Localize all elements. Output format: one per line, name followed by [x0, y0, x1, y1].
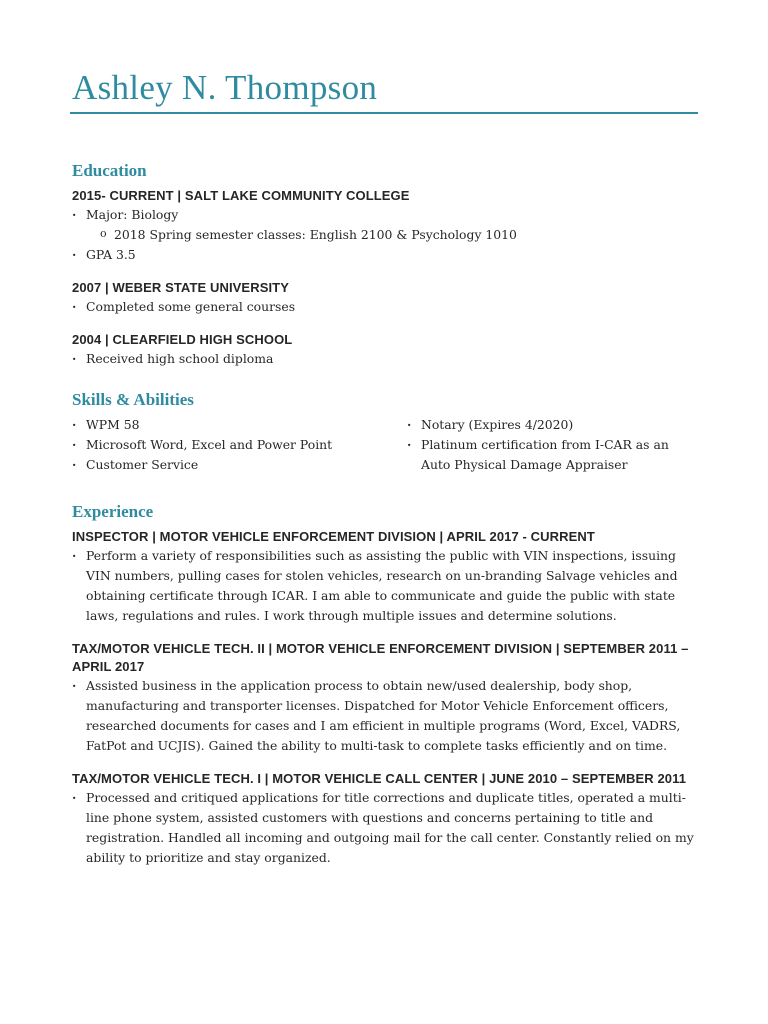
list-item: · Notary (Expires 4/2020) — [407, 415, 697, 435]
education-heading-clearfield: 2004 | CLEARFIELD HIGH SCHOOL — [72, 332, 293, 347]
list-item: · Customer Service — [72, 455, 407, 475]
job-list-tech-ii — [72, 676, 702, 756]
education-heading-weber: 2007 | WEBER STATE UNIVERSITY — [72, 280, 289, 295]
experience-title: Experience — [72, 502, 154, 521]
list-item: o 2018 Spring semester classes: English 2100 & Psychology 1010 — [100, 225, 702, 245]
skills-title: Skills & Abilities — [72, 390, 194, 409]
skills-section — [72, 389, 702, 475]
list-item: · WPM 58 — [72, 415, 407, 435]
job-description: · Perform a variety of responsibilities such as assisting the public with VIN inspections, issuing VIN numbers, pulling cases for stolen vehicles, research on un-branding Salvage vehicles and obtaining certificate through ICAR. I am able to communicate and guide the public with state laws, regulations and rules. I work through multiple issues and determine solutions. — [72, 546, 702, 626]
list-item: · GPA 3.5 — [72, 245, 702, 265]
skills-columns — [72, 415, 702, 475]
list-item: · Received high school diploma — [72, 349, 702, 369]
skills-list-right — [407, 415, 697, 475]
resume-name: Ashley N. Thompson — [72, 68, 378, 107]
list-item: · Platinum certification from I-CAR as an Auto Physical Damage Appraiser — [407, 435, 697, 475]
job-description: · Processed and critiqued applications for title corrections and duplicate titles, operated a multi-line phone system, assisted customers with questions and concerns pertaining to title and registration. Handled all incoming and outgoing mail for the call center. Constantly relied on my ability to prioritize and stay organized. — [72, 788, 702, 868]
resume-body — [72, 160, 702, 868]
job-list-inspector — [72, 546, 702, 626]
job-heading-tech-ii: TAX/MOTOR VEHICLE TECH. II | MOTOR VEHICLE ENFORCEMENT DIVISION | SEPTEMBER 2011 – APRIL 2017 — [72, 641, 689, 674]
job-heading-tech-i: TAX/MOTOR VEHICLE TECH. I | MOTOR VEHICLE CALL CENTER | JUNE 2010 – SEPTEMBER 2011 — [72, 771, 687, 786]
job-description: · Assisted business in the application process to obtain new/used dealership, body shop, manufacturing and transporter licenses. Dispatched for Motor Vehicle Enforcement officers, researched documents for cases and I am efficient in multiple programs (Word, Excel, VADRS, FatPot and UCJIS). Gained the ability to multi-task to complete tasks efficiently and on time. — [72, 676, 702, 756]
education-sublist-slcc — [72, 225, 702, 245]
job-heading-inspector: INSPECTOR | MOTOR VEHICLE ENFORCEMENT DIVISION | APRIL 2017 - CURRENT — [72, 529, 595, 544]
education-title: Education — [72, 161, 147, 180]
education-heading-slcc: 2015- CURRENT | SALT LAKE COMMUNITY COLLEGE — [72, 188, 410, 203]
education-list-slcc — [72, 205, 702, 225]
title-divider — [70, 112, 698, 114]
education-section — [72, 160, 702, 369]
education-list-slcc-gpa — [72, 245, 702, 265]
education-list-weber — [72, 297, 702, 317]
list-item: · Microsoft Word, Excel and Power Point — [72, 435, 407, 455]
job-list-tech-i — [72, 788, 702, 868]
skills-list-left — [72, 415, 407, 475]
list-item: · Major: Biology — [72, 205, 702, 225]
education-list-clearfield — [72, 349, 702, 369]
list-item: · Completed some general courses — [72, 297, 702, 317]
experience-section — [72, 501, 702, 868]
